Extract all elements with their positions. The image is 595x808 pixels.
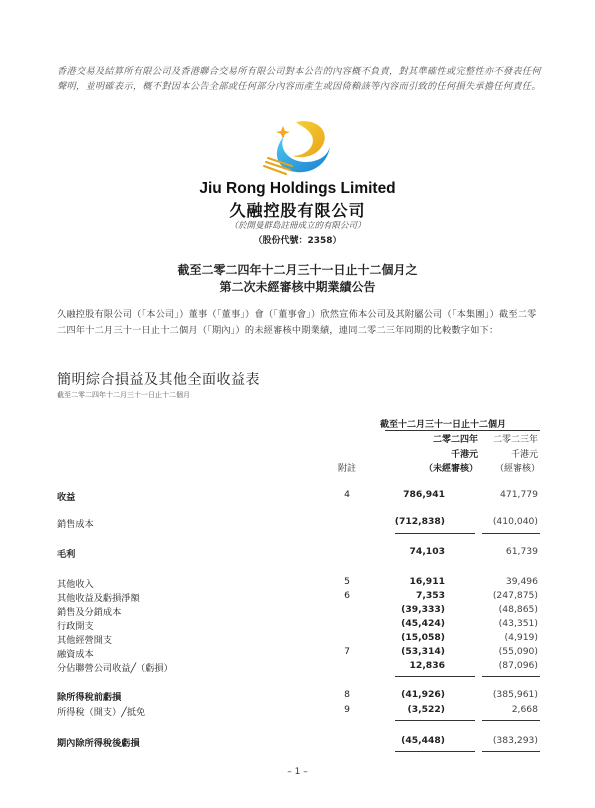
col-prior-unit: 千港元	[510, 450, 538, 460]
row-note: 4	[344, 489, 350, 500]
row-current: (15,058)	[401, 632, 445, 643]
row-current: 12,836	[409, 660, 445, 671]
row-note: 7	[344, 646, 350, 657]
announcement-title-line2: 第二次未經審核中期業績公告	[219, 280, 376, 294]
total-line	[482, 751, 540, 752]
row-current: 16,911	[409, 576, 445, 587]
col-current-status: （未經審核）	[423, 464, 478, 474]
subtotal-line	[482, 533, 540, 534]
col-prior-status: （經審核）	[494, 464, 540, 474]
row-current: (45,448)	[401, 735, 445, 746]
row-prior: 61,739	[505, 546, 538, 557]
table-row	[0, 604, 595, 618]
subtotal-line	[395, 533, 475, 534]
row-prior: (383,293)	[492, 735, 538, 746]
col-current-year: 二零二四年	[432, 435, 478, 445]
announcement-title-line1: 截至二零二四年十二月三十一日止十二個月之	[177, 263, 418, 277]
subtotal-line	[395, 676, 475, 677]
table-row	[0, 489, 595, 503]
incorporation-note: （於開曼群島註冊成立的有限公司）	[229, 221, 366, 231]
col-current-unit: 千港元	[450, 450, 478, 460]
row-note: 9	[344, 704, 350, 715]
row-prior: (247,875)	[492, 590, 538, 601]
subtotal-line	[482, 676, 540, 677]
statement-title: 簡明綜合損益及其他全面收益表	[57, 372, 260, 388]
row-current: 74,103	[409, 546, 445, 557]
row-label: 銷售及分銷成本	[57, 607, 122, 618]
row-label: 除所得稅前虧損	[57, 692, 122, 703]
col-note-header: 附註	[337, 464, 356, 474]
row-prior: (48,865)	[498, 604, 538, 615]
row-label: 融資成本	[57, 649, 94, 660]
table-row	[0, 618, 595, 632]
subtotal-line	[395, 720, 475, 721]
row-prior: (43,351)	[498, 618, 538, 629]
table-row	[0, 646, 595, 660]
row-current: (45,424)	[401, 618, 445, 629]
row-label: 期內除所得稅後虧損	[57, 738, 140, 749]
table-row	[0, 689, 595, 703]
row-note: 8	[344, 689, 350, 700]
row-prior: 471,779	[500, 489, 538, 500]
row-label: 其他收入	[57, 579, 94, 590]
company-name-en: Jiu Rong Holdings Limited	[199, 180, 396, 197]
table-row	[0, 576, 595, 590]
row-prior: (87,096)	[498, 660, 538, 671]
row-prior: (385,961)	[492, 689, 538, 700]
row-label: 其他經營開支	[57, 635, 113, 646]
col-prior-year: 二零二三年	[492, 435, 538, 445]
table-row	[0, 632, 595, 646]
row-current: 7,353	[415, 590, 445, 601]
row-prior: 2,668	[511, 704, 538, 715]
row-current: (41,926)	[401, 689, 445, 700]
row-current: (53,314)	[401, 646, 445, 657]
intro-paragraph: 久融控股有限公司（「本公司」）董事（「董事」）會（「董事會」）欣然宣佈本公司及其附屬公司（「本集團」）截至二零二四年十二月三十一日止十二個月（「期內」）的未經審核中期業績，連同二零二三年同期的比較數字如下：	[57, 309, 537, 336]
row-label: 毛利	[57, 549, 76, 560]
table-row	[0, 546, 595, 560]
table-row	[0, 590, 595, 604]
row-current: (3,522)	[407, 704, 445, 715]
stock-code: （股份代號：2358）	[253, 236, 342, 246]
disclaimer-text: 香港交易及結算所有限公司及香港聯合交易所有限公司對本公告的內容概不負責，對其準確性或完整性亦不發表任何聲明，並明確表示，概不對因本公告全部或任何部分內容而產生或因倚賴該等內容而引致的任何損失承擔任何責任。	[57, 66, 541, 92]
subtotal-line	[482, 720, 540, 721]
period-header: 截至十二月三十一日止十二個月	[380, 420, 507, 430]
table-row	[0, 735, 595, 749]
row-note: 5	[344, 576, 350, 587]
row-prior: (410,040)	[492, 516, 538, 527]
total-line	[395, 751, 475, 752]
row-prior: 39,496	[505, 576, 538, 587]
row-label: 收益	[57, 492, 76, 503]
row-current: (39,333)	[401, 604, 445, 615]
company-name-zh: 久融控股有限公司	[229, 201, 366, 220]
row-prior: (4,919)	[504, 632, 538, 643]
row-label: 所得稅（開支）╱抵免	[57, 707, 146, 718]
company-logo	[262, 116, 334, 178]
header-divider	[385, 430, 540, 431]
row-prior: (55,090)	[498, 646, 538, 657]
row-label: 行政開支	[57, 621, 94, 632]
row-note: 6	[344, 590, 350, 601]
row-label: 分佔聯營公司收益╱（虧損）	[57, 663, 173, 674]
table-row	[0, 516, 595, 530]
page-number: – 1 –	[287, 767, 308, 777]
row-label: 銷售成本	[57, 519, 94, 530]
row-label: 其他收益及虧損淨額	[57, 593, 140, 604]
table-row	[0, 660, 595, 674]
row-current: (712,838)	[394, 516, 445, 527]
table-row	[0, 704, 595, 718]
statement-subtitle: 截至二零二四年十二月三十一日止十二個月	[57, 391, 190, 399]
row-current: 786,941	[403, 489, 445, 500]
